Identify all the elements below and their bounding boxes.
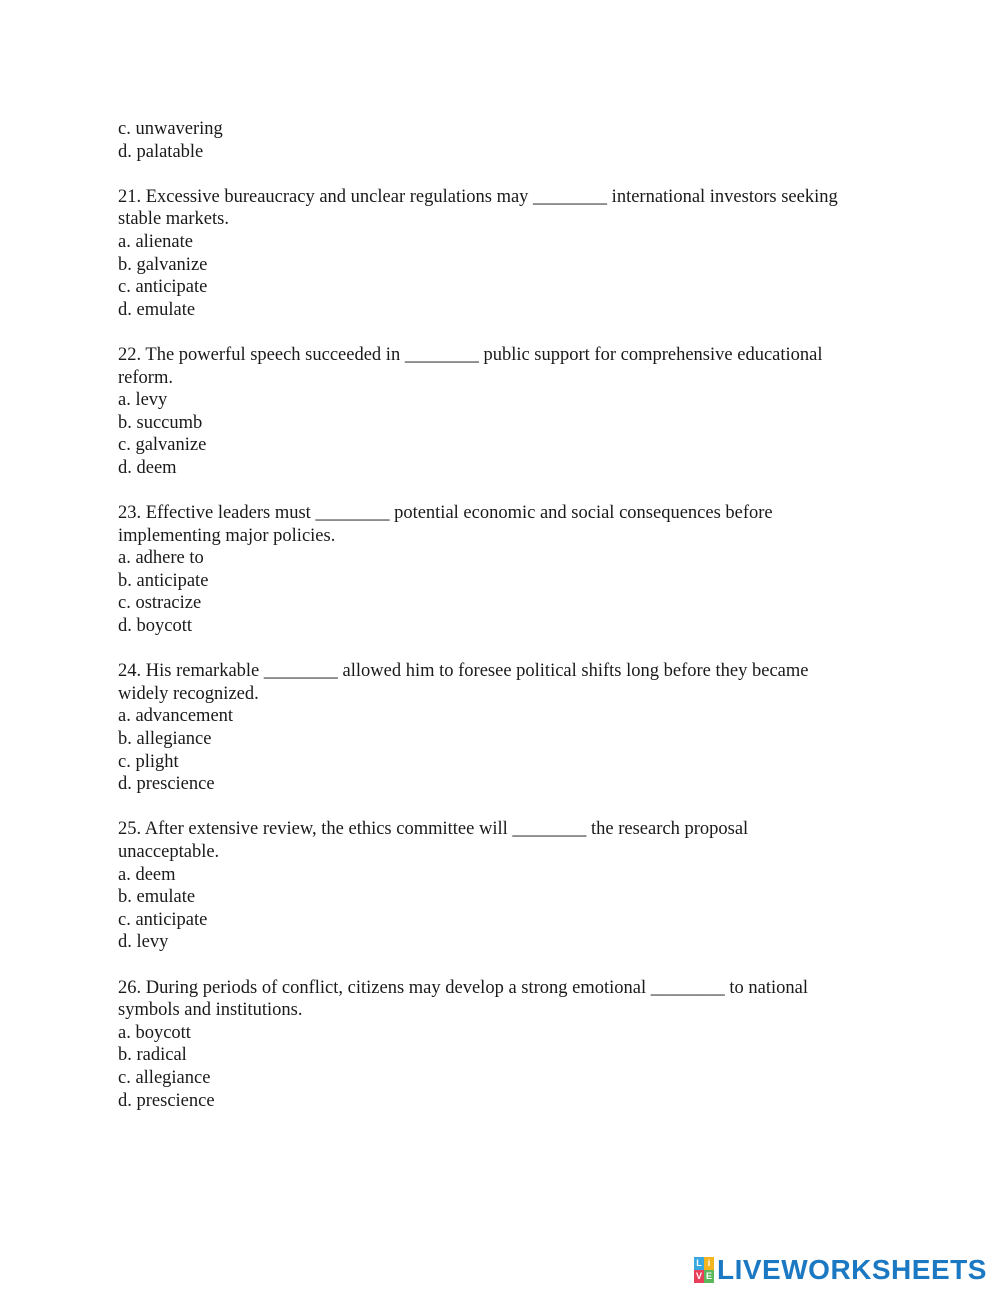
- option-b: b. emulate: [118, 887, 196, 908]
- question-text: 22. The powerful speech succeeded in ________ public support for comprehensive educational: [118, 344, 823, 365]
- question-21: [118, 186, 898, 322]
- question-text: implementing major policies.: [118, 525, 336, 546]
- option-c: c. anticipate: [118, 277, 208, 298]
- option-b: b. anticipate: [118, 570, 209, 591]
- option-c: c. plight: [118, 751, 179, 772]
- continued-options: [118, 118, 898, 163]
- question-text: 21. Excessive bureaucracy and unclear regulations may ________ international investors seeking: [118, 186, 838, 207]
- logo-letter: i: [704, 1257, 714, 1270]
- option-b: b. radical: [118, 1045, 187, 1066]
- question-text: unacceptable.: [118, 842, 220, 862]
- option: c. unwavering: [118, 119, 223, 139]
- question-24: [118, 660, 898, 796]
- option-d: d. prescience: [118, 774, 215, 795]
- question-text: reform.: [118, 367, 173, 388]
- option-d: d. boycott: [118, 616, 192, 637]
- option-a: a. deem: [118, 864, 176, 885]
- question-25: [118, 818, 898, 954]
- option-d: d. levy: [118, 932, 169, 953]
- question-text: 24. His remarkable ________ allowed him to foresee political shifts long before they became: [118, 661, 809, 682]
- question-22: [118, 344, 898, 480]
- option-b: b. allegiance: [118, 729, 212, 750]
- question-26: [118, 977, 898, 1113]
- option-a: a. boycott: [118, 1022, 191, 1043]
- option-d: d. prescience: [118, 1090, 215, 1111]
- option-c: c. galvanize: [118, 435, 207, 456]
- question-text: widely recognized.: [118, 683, 259, 704]
- question-text: 26. During periods of conflict, citizens may develop a strong emotional ________ to national: [118, 977, 809, 998]
- option-c: c. ostracize: [118, 593, 202, 614]
- question-text: symbols and institutions.: [118, 1000, 303, 1021]
- option-d: d. emulate: [118, 299, 196, 320]
- option-a: a. levy: [118, 390, 168, 411]
- liveworksheets-logo-icon: [694, 1257, 714, 1283]
- logo-letter: L: [694, 1257, 704, 1270]
- option: d. palatable: [118, 141, 204, 162]
- option-c: c. anticipate: [118, 909, 208, 930]
- option-b: b. galvanize: [118, 254, 208, 275]
- worksheet-page: [118, 118, 898, 1112]
- question-23: [118, 502, 898, 638]
- logo-letter: V: [695, 1271, 702, 1281]
- question-text: 23. Effective leaders must ________ potential economic and social consequences before: [118, 503, 773, 524]
- question-text: 25. After extensive review, the ethics committee will ________ the research proposal: [118, 819, 749, 840]
- option-c: c. allegiance: [118, 1067, 211, 1088]
- option-a: a. adhere to: [118, 548, 204, 569]
- option-b: b. succumb: [118, 412, 203, 433]
- liveworksheets-logo: [694, 1255, 987, 1285]
- question-text: stable markets.: [118, 209, 229, 230]
- option-a: a. alienate: [118, 231, 193, 252]
- option-a: a. advancement: [118, 706, 234, 727]
- option-d: d. deem: [118, 457, 177, 478]
- logo-text: LIVEWORKSHEETS: [717, 1254, 987, 1285]
- logo-letter: E: [705, 1271, 712, 1281]
